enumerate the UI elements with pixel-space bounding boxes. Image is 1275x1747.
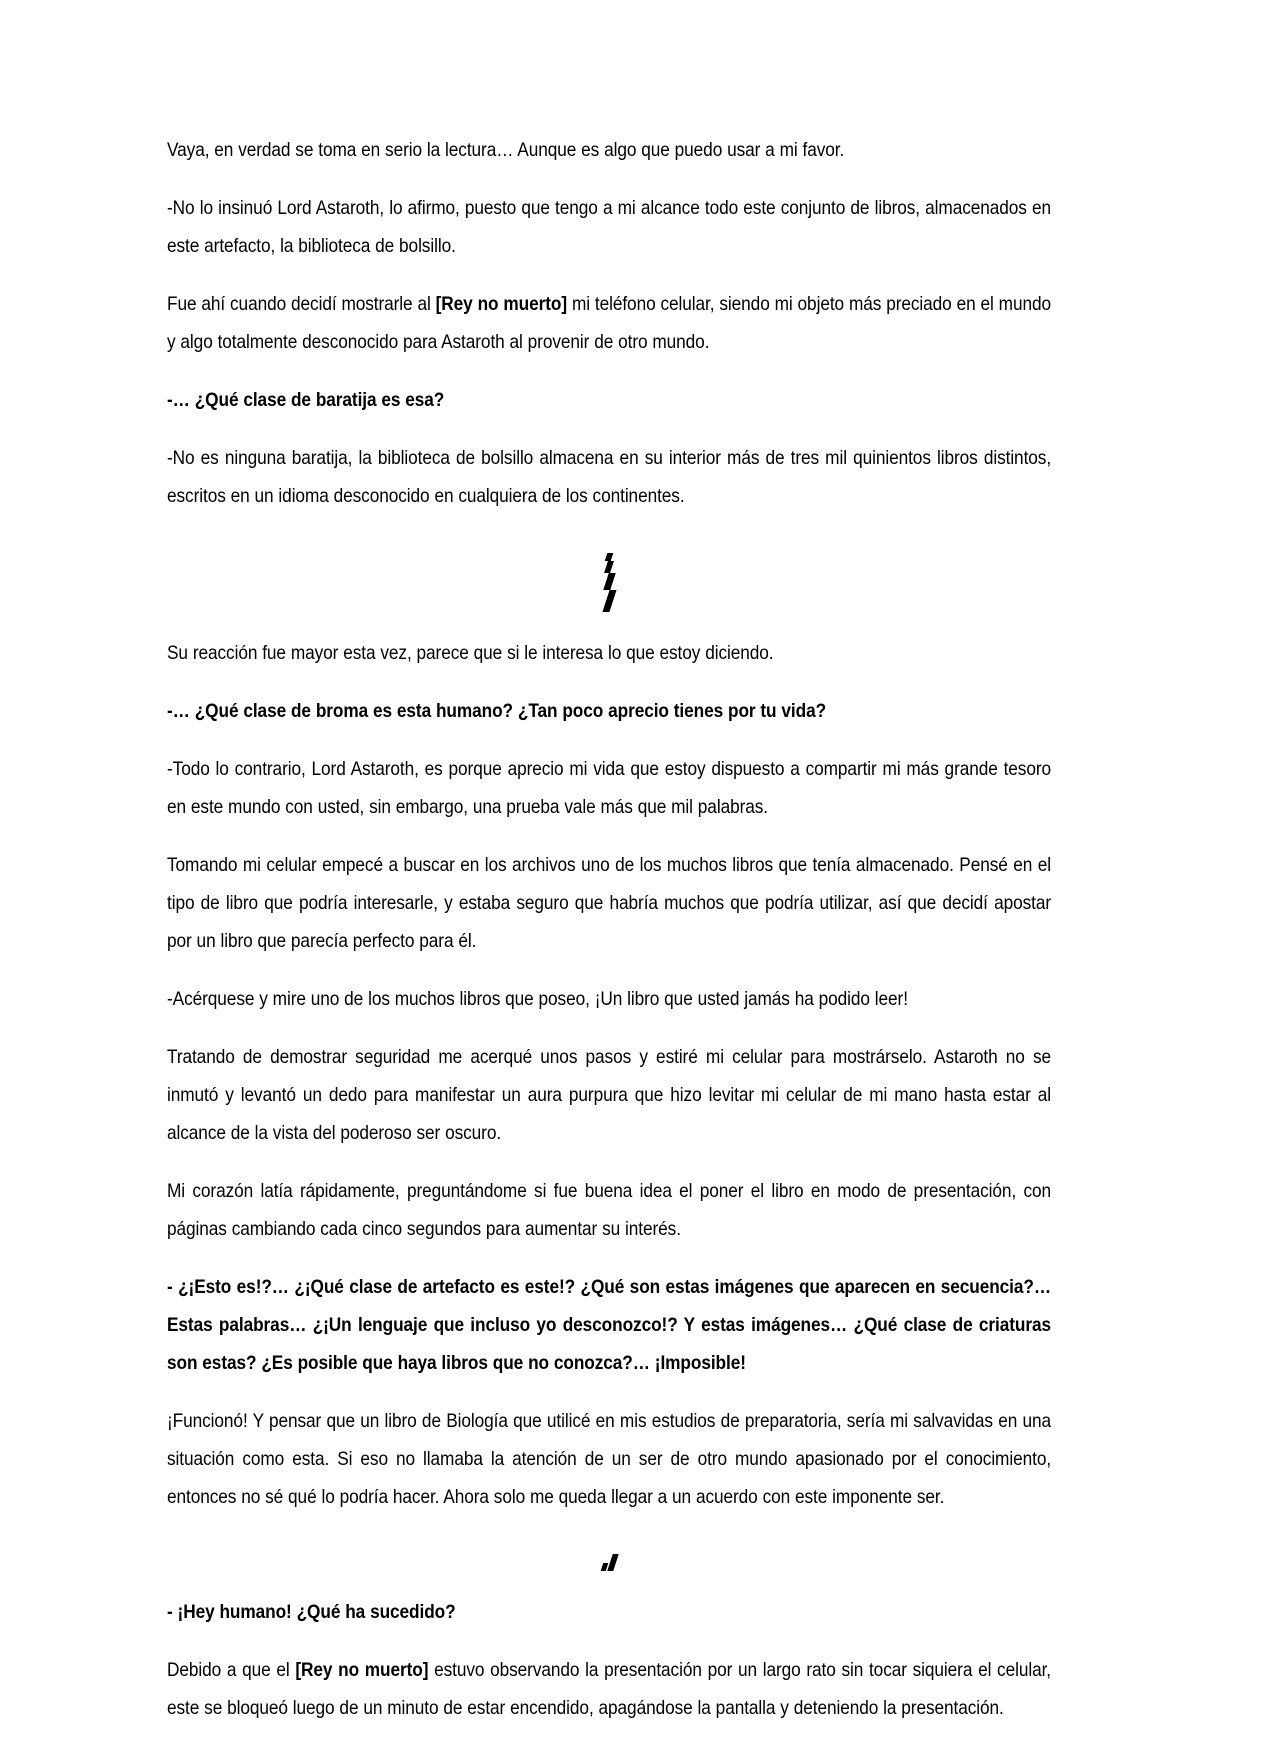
paragraph: ¡Funcionó! Y pensar que un libro de Biología que utilicé en mis estudios de preparatoria, sería mi salvavidas en una situación como esta. Si eso no llamaba la atención de un ser de otro mundo apasionado por el conocimiento, entonces no sé qué lo podría hacer. Ahora solo me queda llegar a un acuerdo con este imponente ser.	[167, 1410, 1052, 1508]
paragraph-with-emphasis	[167, 1651, 1051, 1727]
text-run: Debido a que el	[167, 1659, 296, 1681]
dialogue-line: -… ¿Qué clase de broma es esta humano? ¿Tan poco aprecio tienes por tu vida?	[167, 700, 827, 722]
dialogue-line: - ¿¡Esto es!?… ¿¡Qué clase de artefacto es este!? ¿Qué son estas imágenes que aparecen en secuencia?… Estas palabras… ¿¡Un lenguaje que incluso yo desconozco!? Y estas imágenes… ¿Qué clase de criaturas son estas? ¿Es posible que haya libros que no conozca?… ¡Imposible!	[167, 1276, 1052, 1374]
paragraph: Vaya, en verdad se toma en serio la lectura… Aunque es algo que puedo usar a mi favor.	[167, 139, 845, 161]
dialogue-line: -… ¿Qué clase de baratija es esa?	[167, 389, 445, 411]
emphasis-run: [Rey no muerto]	[295, 1659, 429, 1681]
spacer	[167, 1536, 1051, 1554]
paragraph: Su reacción fue mayor esta vez, parece que si le interesa lo que estoy diciendo.	[167, 642, 774, 664]
text-run: estuvo observando la presentación por un largo rato sin tocar siquiera el celular, este se bloqueó luego de un minuto de estar encendido, apagándose la pantalla y deteniendo la presentación.	[167, 1659, 1052, 1719]
ascending-bars-icon	[606, 553, 613, 612]
paragraph: -Acérquese y mire uno de los muchos libros que poseo, ¡Un libro que usted jamás ha podido leer!	[167, 988, 908, 1010]
text-run: Fue ahí cuando decidí mostrarle al	[167, 293, 436, 315]
paragraph: Tomando mi celular empecé a buscar en los archivos uno de los muchos libros que tenía almacenado. Pensé en el tipo de libro que podría interesarle, y estaba seguro que habría muchos que podría utilizar, así que decidí apostar por un libro que parecía perfecto para él.	[167, 854, 1052, 952]
spacer	[167, 1571, 1051, 1593]
paragraph: -Todo lo contrario, Lord Astaroth, es porque aprecio mi vida que estoy dispuesto a compartir mi más grande tesoro en este mundo con usted, sin embargo, una prueba vale más que mil palabras.	[167, 758, 1052, 818]
scene-break-ornament	[167, 1554, 1051, 1571]
document-body	[167, 131, 1051, 1747]
spacer	[167, 535, 1051, 553]
paragraph-with-emphasis	[167, 285, 1051, 361]
emphasis-run: [Rey no muerto]	[435, 293, 568, 315]
text-run: mi teléfono celular, siendo mi objeto más preciado en el mundo y algo totalmente desconocido para Astaroth al provenir de otro mundo.	[167, 293, 1052, 353]
dialogue-line: - ¡Hey humano! ¿Qué ha sucedido?	[167, 1601, 456, 1623]
paragraph: -No lo insinuó Lord Astaroth, lo afirmo, puesto que tengo a mi alcance todo este conjunto de libros, almacenados en este artefacto, la biblioteca de bolsillo.	[167, 197, 1052, 257]
paragraph: Mi corazón latía rápidamente, preguntándome si fue buena idea el poner el libro en modo de presentación, con páginas cambiando cada cinco segundos para aumentar su interés.	[167, 1180, 1052, 1240]
paragraph: Tratando de demostrar seguridad me acerqué unos pasos y estiré mi celular para mostrárselo. Astaroth no se inmutó y levantó un dedo para manifestar un aura purpura que hizo levitar mi celular de mi mano hasta estar al alcance de la vista del poderoso ser oscuro.	[167, 1046, 1052, 1144]
paragraph: -No es ninguna baratija, la biblioteca de bolsillo almacena en su interior más de tres mil quinientos libros distintos, escritos en un idioma desconocido en cualquiera de los continentes.	[167, 447, 1052, 507]
scene-break-ornament	[167, 553, 1051, 612]
spacer	[167, 612, 1051, 634]
ascending-bars-icon	[602, 1554, 616, 1571]
